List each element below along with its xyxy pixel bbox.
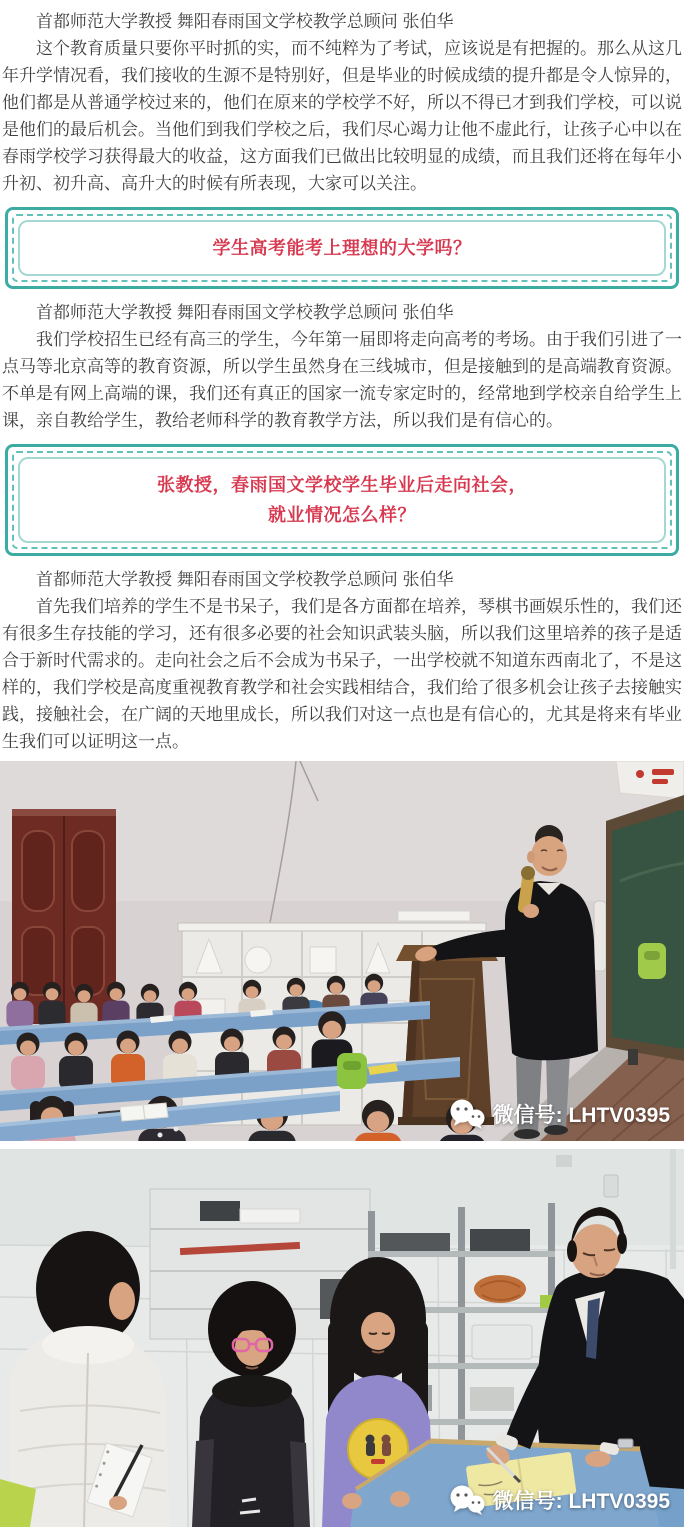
question-box-2-dashed-border	[12, 451, 672, 549]
watermark-text: 微信号: LHTV0395	[492, 1104, 670, 1127]
qa-section-3	[0, 566, 684, 755]
question-text: 学生高考能考上理想的大学吗？	[212, 238, 472, 258]
question-box-1-inner	[18, 220, 666, 276]
photo-watermark	[448, 1485, 670, 1515]
green-chair-right	[638, 943, 666, 979]
wall-pipe	[594, 901, 606, 971]
page-bottom-spacer	[0, 1527, 684, 1533]
photo-watermark	[448, 1099, 670, 1129]
wechat-icon	[448, 1485, 486, 1515]
green-chair-middle	[337, 1053, 367, 1089]
question-box-2	[5, 444, 679, 556]
answer-paragraph: 首先我们培养的学生不是书呆子，我们是各方面都在培养，琴棋书画娱乐性的，我们还有很多生存技能的学习，还有很多必要的社会知识武装头脑，所以我们这里培养的孩子是适合于新时代需求的。走向社会之后不会成为书呆子，一出学校就不知道东西南北了，不是这样的，我们学校是高度重视教育教学和社会实践相结合，我们给了很多机会让孩子去接触实践，接触社会，在广阔的天地里成长，所以我们对这一点也是有信心的，尤其是将来有毕业生我们可以证明这一点。	[2, 597, 682, 751]
wechat-icon	[448, 1099, 486, 1129]
chalkboard	[606, 795, 684, 1065]
speaker-line: 首都师范大学教授 舞阳春雨国文学校教学总顾问 张伯华	[36, 570, 454, 589]
question-box-1	[5, 207, 679, 289]
question-text-line-2: 就业情况怎么样？	[268, 505, 416, 525]
qa-section-1	[0, 8, 684, 197]
qa-section-2	[0, 299, 684, 434]
photo-signing[interactable]	[0, 1149, 684, 1527]
speaker-line: 首都师范大学教授 舞阳春雨国文学校教学总顾问 张伯华	[36, 12, 454, 31]
answer-paragraph: 这个教育质量只要你平时抓的实，而不纯粹为了考试，应该说是有把握的。那么从这几年升学情况看，我们接收的生源不是特别好，但是毕业的时候成绩的提升都是令人惊异的，他们都是从普通学校过来的，他们在原来的学校学不好，所以不得已才到我们学校，可以说是他们的最后机会。当他们到我们学校之后，我们尽心竭力让他不虚此行，让孩子心中以在春雨学校学习获得最大的收益，这方面我们已做出比较明显的成绩，而且我们还将在每年小升初、初升高、高升大的时候有所表现，大家可以关注。	[2, 39, 682, 193]
answer-paragraph: 我们学校招生已经有高三的学生，今年第一届即将走向高考的考场。由于我们引进了一点马等北京高等的教育资源，所以学生虽然身在三线城市，但是接触到的是高端教育资源。不单是有网上高端的课，我们还有真正的国家一流专家定时的，经常地到学校亲自给学生上课，亲自教给学生，教给老师科学的教育教学方法，所以我们是有信心的。	[2, 330, 682, 430]
wall-banner	[616, 761, 684, 799]
photo-classroom-lecture[interactable]	[0, 761, 684, 1141]
speaker-line: 首都师范大学教授 舞阳春雨国文学校教学总顾问 张伯华	[36, 303, 454, 322]
student-girl-black-vest	[192, 1281, 310, 1527]
watermark-text: 微信号: LHTV0395	[492, 1490, 670, 1513]
question-box-1-dashed-border	[12, 214, 672, 282]
question-box-2-inner	[18, 457, 666, 543]
question-text-line-1: 张教授，春雨国文学校学生毕业后走向社会，	[157, 475, 527, 495]
